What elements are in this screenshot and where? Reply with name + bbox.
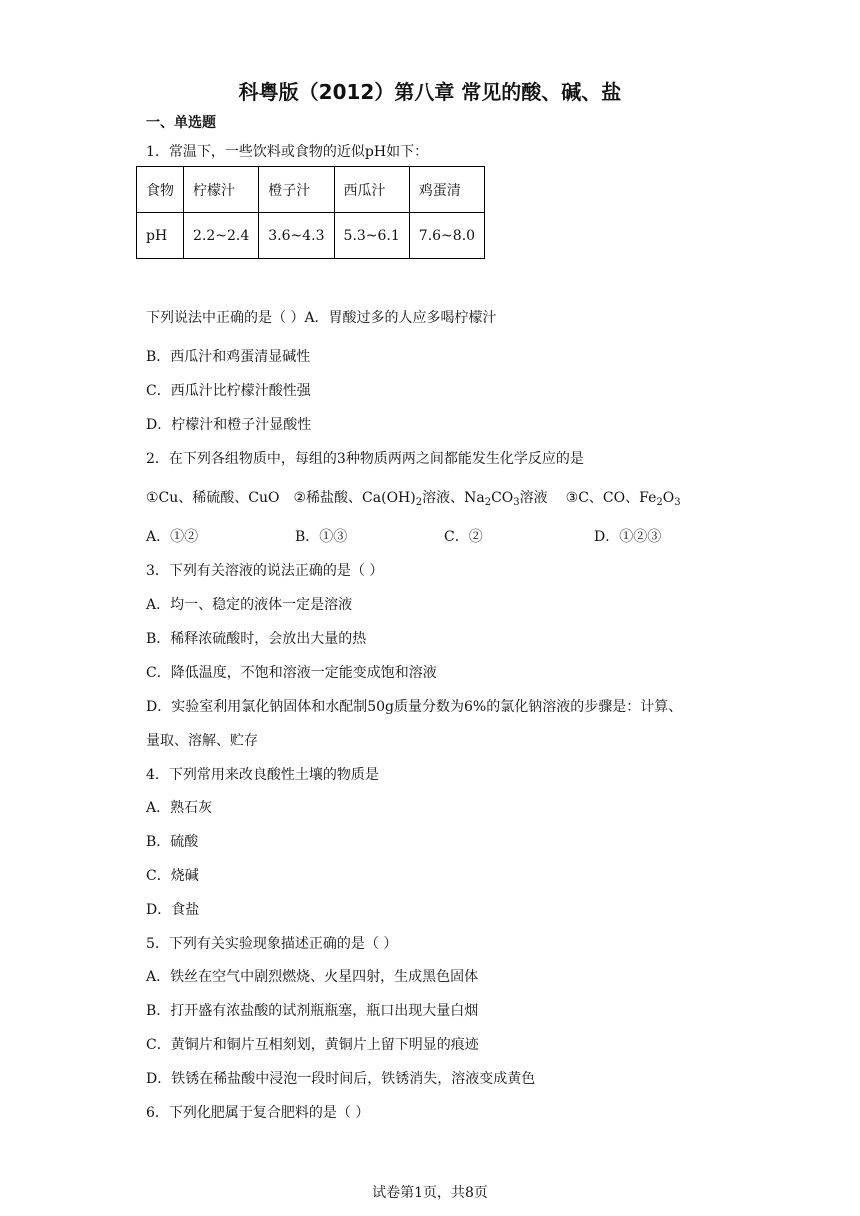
q2-group-3 <box>566 490 681 506</box>
q3-option-b: B．稀释浓硫酸时，会放出大量的热 <box>146 631 367 647</box>
q2-group-3-text: O <box>662 490 675 506</box>
page-title: 科粤版（2012）第八章 常见的酸、碱、盐 <box>238 80 622 104</box>
q2-option-d: D．①②③ <box>594 529 662 545</box>
table-cell: 柠檬汁 <box>184 167 259 213</box>
q5-stem: 5．下列有关实验现象描述正确的是（ ） <box>146 936 398 952</box>
q4-option-b: B．硫酸 <box>146 834 199 850</box>
table-cell: 2.2~2.4 <box>184 213 259 259</box>
q4-stem: 4．下列常用来改良酸性土壤的物质是 <box>146 767 379 783</box>
table-cell: 3.6~4.3 <box>259 213 334 259</box>
subscript: 3 <box>674 497 681 508</box>
q2-groups <box>146 487 681 508</box>
q4-option-c: C．烧碱 <box>146 868 199 884</box>
q4-option-a: A．熟石灰 <box>146 800 213 816</box>
table-cell: 食物 <box>137 167 184 213</box>
q1-option-b: B．西瓜汁和鸡蛋清显碱性 <box>146 349 311 365</box>
q1-option-c: C．西瓜汁比柠檬汁酸性强 <box>146 383 311 399</box>
q2-option-c: C．② <box>444 529 483 545</box>
q3-option-c: C．降低温度，不饱和溶液一定能变成饱和溶液 <box>146 665 437 681</box>
q3-stem: 3．下列有关溶液的说法正确的是（ ） <box>146 563 384 579</box>
q4-option-d: D．食盐 <box>146 902 200 918</box>
page-footer: 试卷第1页，共8页 <box>372 1185 488 1201</box>
table-cell: 5.3~6.1 <box>334 213 409 259</box>
q2-option-b: B．①③ <box>295 529 348 545</box>
q2-stem: 2．在下列各组物质中，每组的3种物质两两之间都能发生化学反应的是 <box>146 451 584 467</box>
subscript: 3 <box>513 497 520 508</box>
q2-option-a: A．①② <box>146 529 199 545</box>
table-cell: 鸡蛋清 <box>409 167 484 213</box>
q5-option-c: C．黄铜片和铜片互相刻划，黄铜片上留下明显的痕迹 <box>146 1037 479 1053</box>
q2-group-1: ①Cu、稀硫酸、CuO <box>146 490 280 506</box>
table-cell: pH <box>137 213 184 259</box>
table-row <box>137 167 485 213</box>
subscript: 2 <box>415 497 423 508</box>
q1-prompt-option-a: 下列说法中正确的是（ ）A．胃酸过多的人应多喝柠檬汁 <box>146 310 497 326</box>
q5-option-a: A．铁丝在空气中剧烈燃烧、火星四射，生成黑色固体 <box>146 969 479 985</box>
q2-group-2 <box>294 490 548 506</box>
table-cell: 7.6~8.0 <box>409 213 484 259</box>
q2-group-2-text: 溶液、Na <box>422 490 485 506</box>
q3-option-a: A．均一、稳定的液体一定是溶液 <box>146 597 353 613</box>
q5-option-d: D．铁锈在稀盐酸中浸泡一段时间后，铁锈消失，溶液变成黄色 <box>146 1071 536 1087</box>
q5-option-b: B．打开盛有浓盐酸的试剂瓶瓶塞，瓶口出现大量白烟 <box>146 1003 479 1019</box>
q1-option-d: D．柠檬汁和橙子汁显酸性 <box>146 417 312 433</box>
q6-stem: 6．下列化肥属于复合肥料的是（ ） <box>146 1105 370 1121</box>
q2-group-2-text: ②稀盐酸、Ca(OH) <box>293 490 416 506</box>
section-heading: 一、单选题 <box>146 115 216 131</box>
q3-option-d: D．实验室利用氯化钠固体和水配制50g质量分数为6%的氯化钠溶液的步骤是：计算、 <box>146 699 683 715</box>
subscript: 2 <box>484 497 492 508</box>
q3-option-d-continued: 量取、溶解、贮存 <box>146 733 258 749</box>
ph-table <box>136 166 485 259</box>
subscript: 2 <box>656 497 663 508</box>
q1-stem: 1．常温下，一些饮料或食物的近似pH如下： <box>146 144 429 160</box>
table-cell: 西瓜汁 <box>334 167 409 213</box>
table-row <box>137 213 485 259</box>
q2-group-3-text: ③C、CO、Fe <box>565 490 657 506</box>
table-cell: 橙子汁 <box>259 167 334 213</box>
q2-group-2-text: CO <box>491 490 514 506</box>
q2-group-2-text: 溶液 <box>519 490 548 506</box>
